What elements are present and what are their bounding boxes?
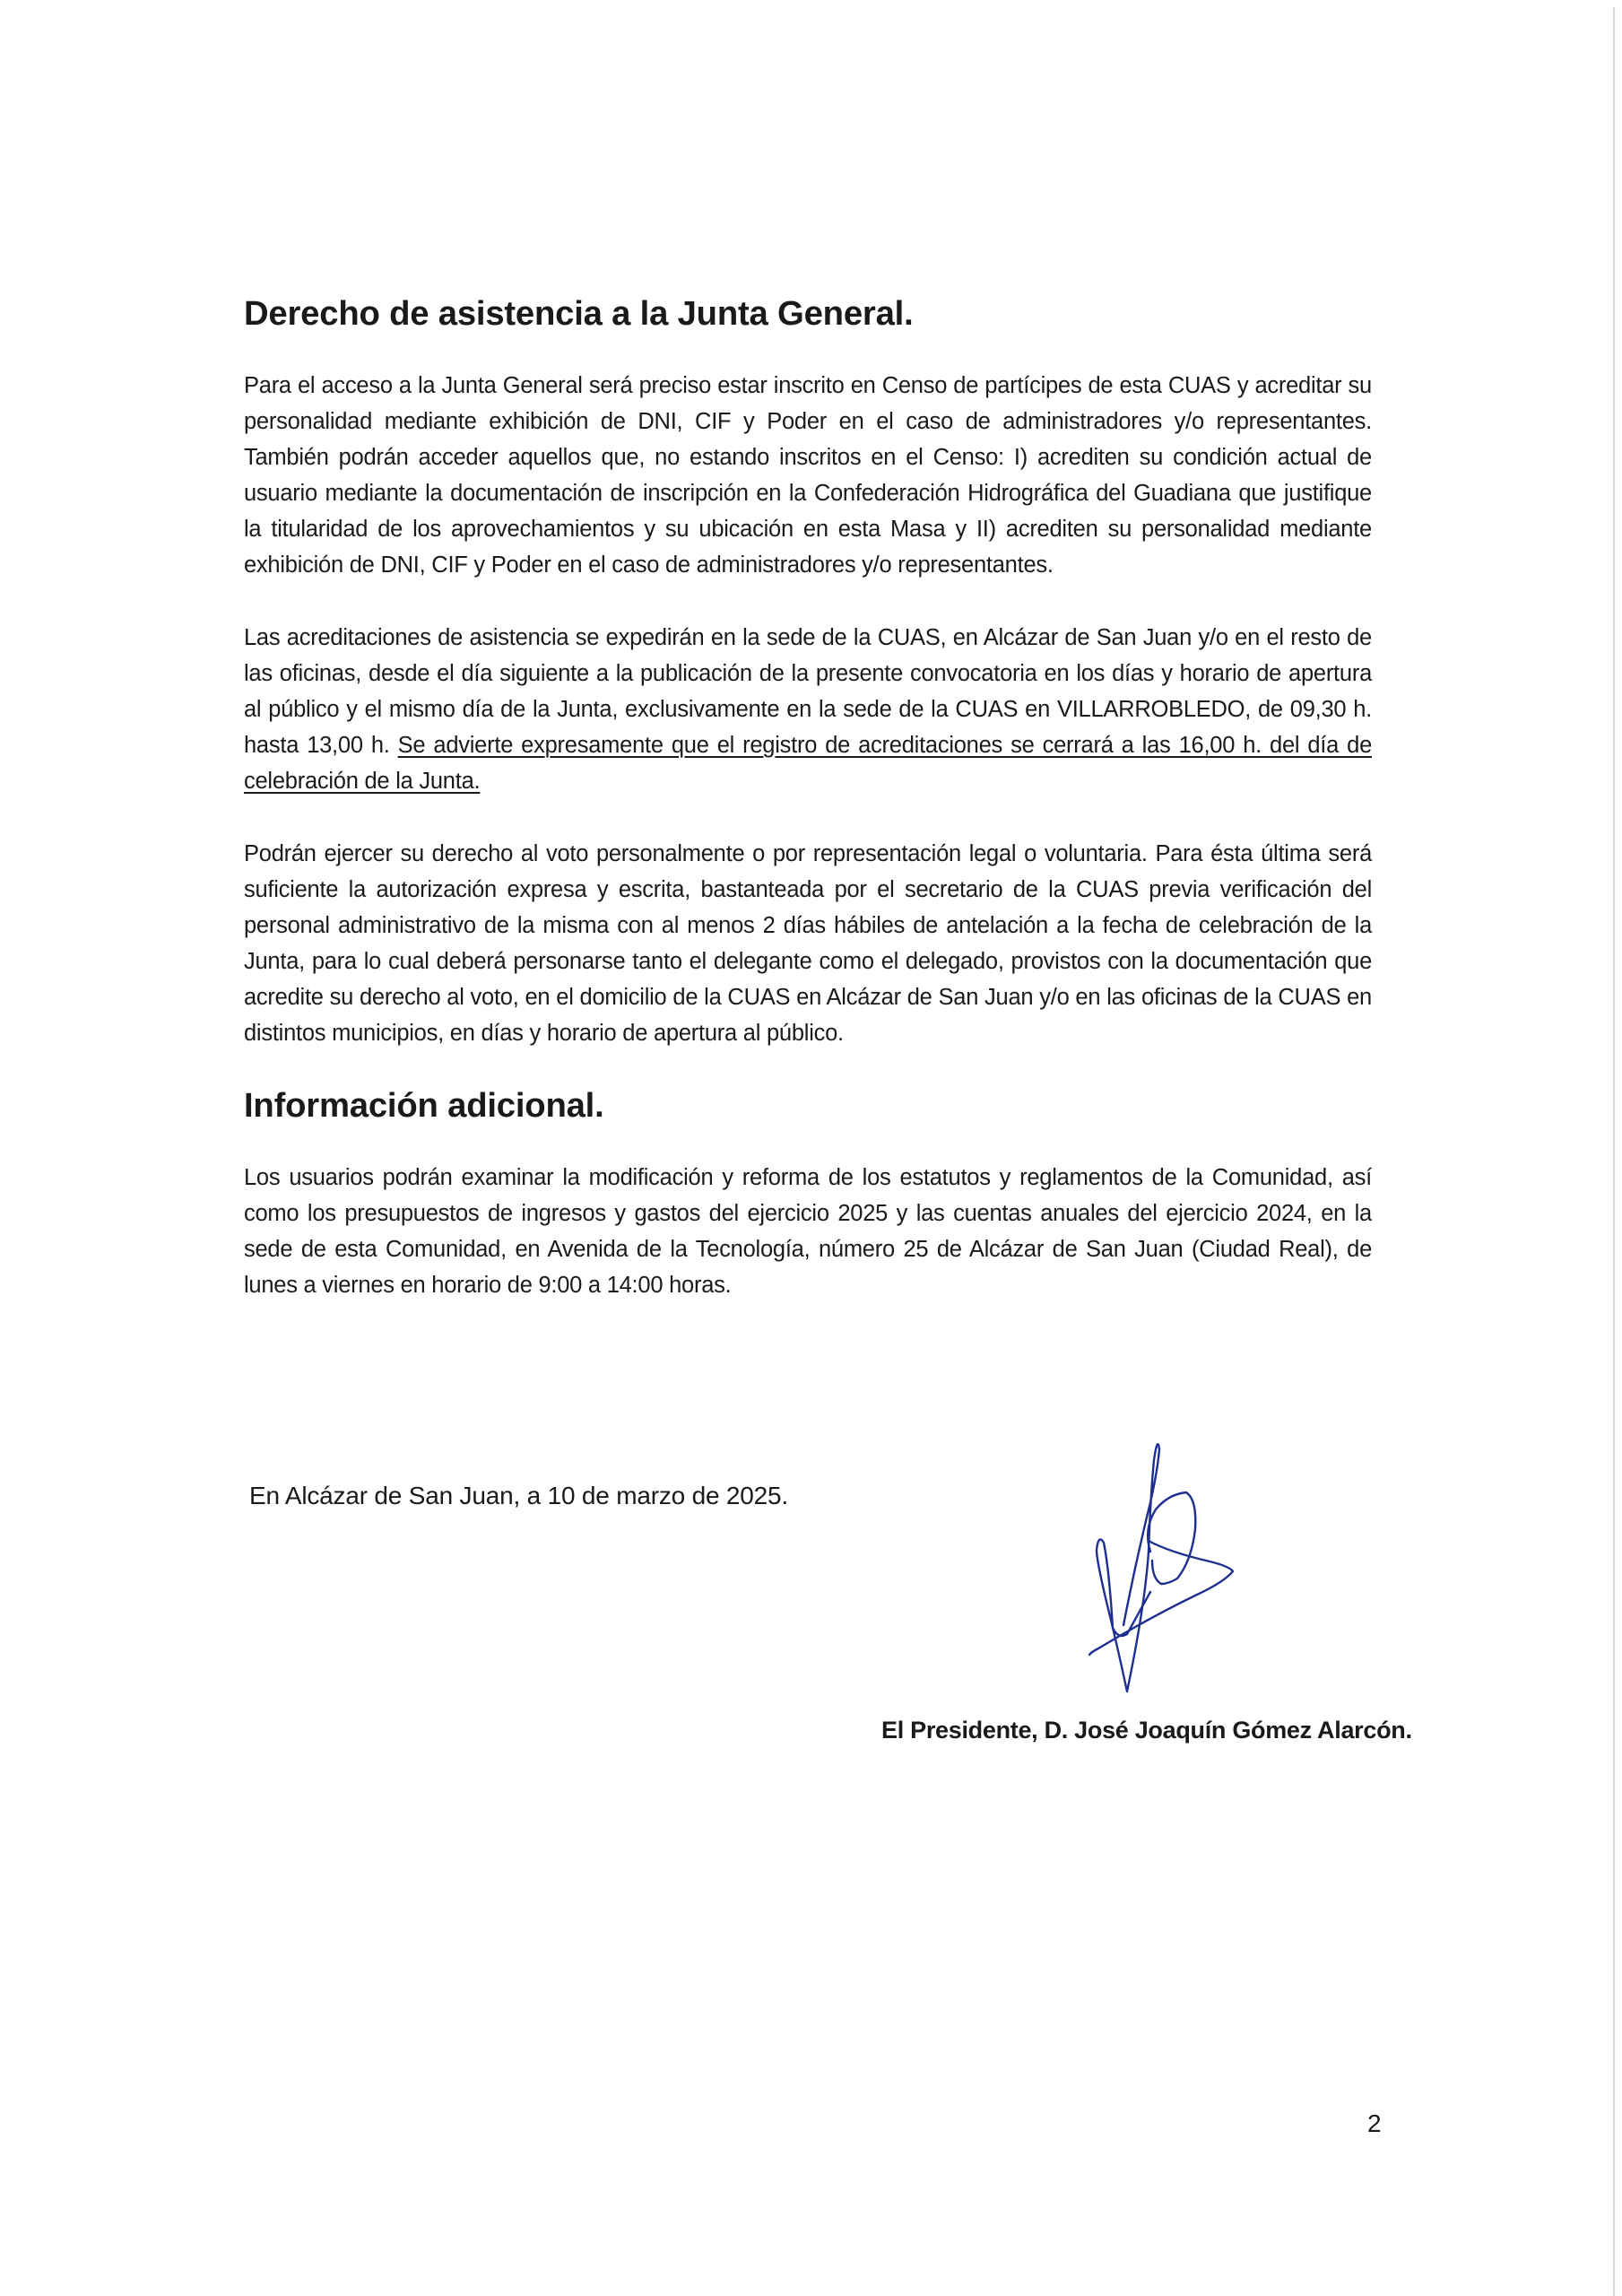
- page-edge-line: [1613, 7, 1615, 2296]
- place-and-date: En Alcázar de San Juan, a 10 de marzo de 2025.: [249, 1482, 788, 1509]
- accreditations-text: Las acreditaciones de asistencia se expedirán en la sede de la CUAS, en Alcázar de San Juan y/o en el resto de las oficinas, desde el día siguiente a la publicación de la presente convocatoria en los días y horario de apertura al público y el mismo día de la Junta, exclusivamente en la sede de la CUAS en VILLARROBLEDO, de 09,30 h. hasta 13,00 h.: [244, 625, 1372, 758]
- document-body: [244, 296, 1372, 1303]
- paragraph-additional-info: Los usuarios podrán examinar la modificación y reforma de los estatutos y reglamentos de la Comunidad, así como los presupuestos de ingresos y gastos del ejercicio 2025 y las cuentas anuales del ejercicio 2024, en la sede de esta Comunidad, en Avenida de la Tecnología, número 25 de Alcázar de San Juan (Ciudad Real), de lunes a viernes en horario de 9:00 a 14:00 horas.: [244, 1165, 1372, 1298]
- paragraph-accreditations: [244, 620, 1372, 799]
- signature-stroke: [1148, 1492, 1195, 1584]
- section-heading-additional-info: Información adicional.: [244, 1086, 604, 1125]
- paragraph-voting-rights: Podrán ejercer su derecho al voto personalmente o por representación legal o voluntaria. Para ésta última será suficiente la autorización expresa y escrita, bastanteada por el secretario de la CUAS previa verificación del personal administrativo de la misma con al menos 2 días hábiles de antelación a la fecha de celebración de la Junta, para lo cual deberá personarse tanto el delegante como el delegado, provistos con la documentación que acredite su derecho al voto, en el domicilio de la CUAS en Alcázar de San Juan y/o en las oficinas de la CUAS en distintos municipios, en días y horario de apertura al público.: [244, 841, 1372, 1046]
- signature-stroke: [1097, 1444, 1159, 1692]
- signatory-name: El Presidente, D. José Joaquín Gómez Alarcón.: [881, 1717, 1412, 1744]
- page-number: 2: [1367, 2109, 1382, 2137]
- section-heading-attendance: Derecho de asistencia a la Junta General.: [244, 294, 914, 333]
- accreditations-warning: Se advierte expresamente que el registro de acreditaciones se cerrará a las 16,00 h. del día de celebración de la Junta.: [244, 733, 1372, 794]
- handwritten-signature-icon: [1071, 1417, 1269, 1695]
- paragraph-access-requirements: Para el acceso a la Junta General será preciso estar inscrito en Censo de partícipes de esta CUAS y acreditar su personalidad mediante exhibición de DNI, CIF y Poder en el caso de administradores y/o representantes. También podrán acceder aquellos que, no estando inscritos en el Censo: I) acrediten su condición actual de usuario mediante la documentación de inscripción en la Confederación Hidrográfica del Guadiana que justifique la titularidad de los aprovechamientos y su ubicación en esta Masa y II) acrediten su personalidad mediante exhibición de DNI, CIF y Poder en el caso de administradores y/o representantes.: [244, 373, 1372, 578]
